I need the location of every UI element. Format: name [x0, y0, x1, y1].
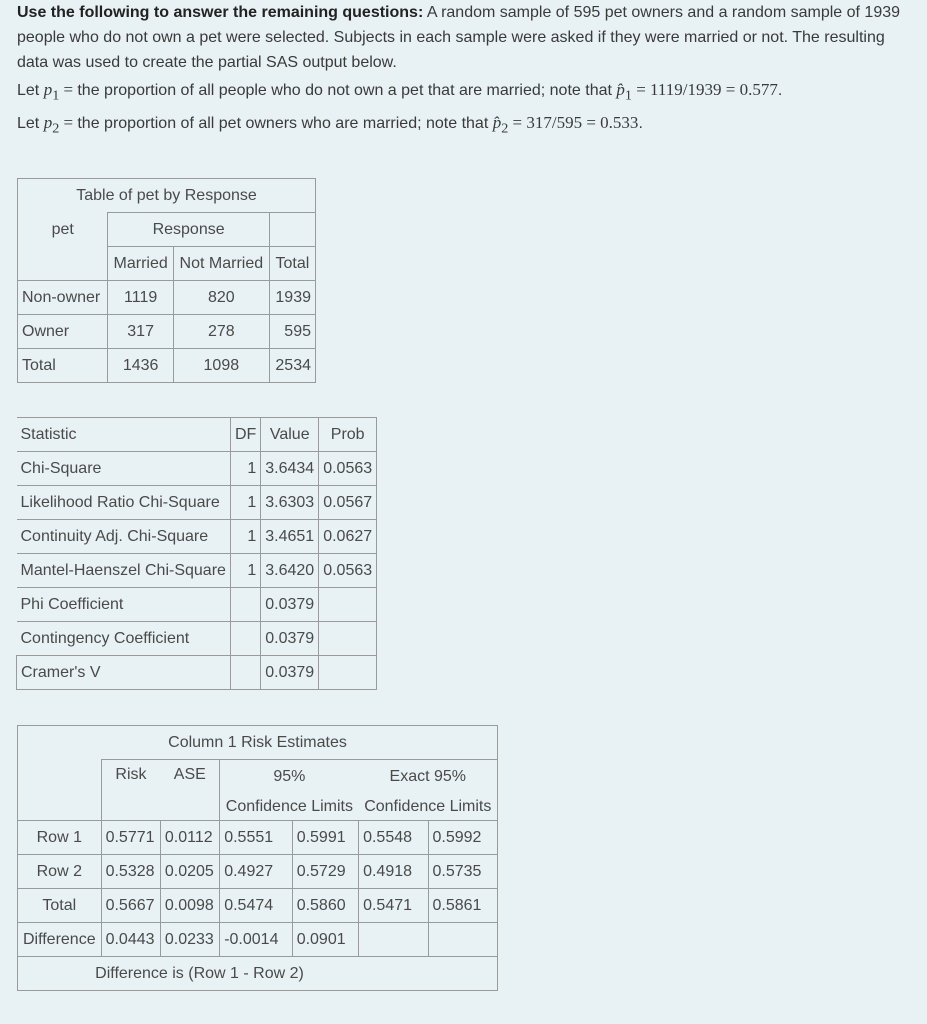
crosstab-row: Non-owner 1119 820 1939: [18, 281, 316, 315]
crosstab-title: Table of pet by Response: [18, 179, 316, 213]
stats-row: Cramer's V 0.0379: [17, 656, 377, 690]
p1-definition: Let $p_1$ = the proportion of all people who do not own a pet that are married; note that $p̂_1 = 1119/1939 = 0.577$.: [17, 80, 783, 104]
risk-estimates-table: [17, 725, 498, 991]
risk-footnote: Difference is (Row 1 - Row 2): [18, 957, 498, 991]
stats-row: Chi-Square 1 3.6434 0.0563: [17, 452, 377, 486]
stats-header-statistic: Statistic: [17, 418, 231, 452]
risk-row: Difference 0.0443 0.0233 -0.0014 0.0901: [18, 923, 498, 957]
risk-header-ci-top: 95%: [220, 760, 359, 794]
statistics-table: [16, 417, 377, 690]
risk-row: Row 1 0.5771 0.0112 0.5551 0.5991 0.5548 0.5992: [18, 821, 498, 855]
stats-header-prob: Prob: [319, 418, 377, 452]
stats-row: Contingency Coefficient 0.0379: [17, 622, 377, 656]
crosstab-table: [17, 178, 316, 383]
crosstab-col-header: Response: [108, 213, 269, 247]
risk-header-ci-bottom: Confidence Limits: [220, 793, 359, 821]
stats-row: Mantel-Haenszel Chi-Square 1 3.6420 0.0563: [17, 554, 377, 588]
stats-header-value: Value: [261, 418, 319, 452]
intro-bold: Use the following to answer the remaining questions:: [17, 4, 424, 21]
stats-row: Likelihood Ratio Chi-Square 1 3.6303 0.0567: [17, 486, 377, 520]
p2-definition: Let $p_2$ = the proportion of all pet owners who are married; note that $p̂_2 = 317/595 = 0.533$.: [17, 113, 643, 137]
col-not-married: Not Married: [173, 247, 269, 281]
intro-text: A random sample of 595 pet owners and a random sample of 1939 people who do not own a pet were selected. Subjects in each sample were asked if they were married or not. The resulting data was used to create the partial SAS output below.: [17, 4, 901, 71]
risk-title: Column 1 Risk Estimates: [18, 726, 498, 760]
question-intro: [17, 0, 917, 75]
risk-row: Total 0.5667 0.0098 0.5474 0.5860 0.5471 0.5861: [18, 889, 498, 923]
col-total: Total: [269, 247, 315, 281]
crosstab-row: Owner 317 278 595: [18, 315, 316, 349]
stats-row: Phi Coefficient 0.0379: [17, 588, 377, 622]
col-married: Married: [108, 247, 174, 281]
crosstab-row-header: pet: [18, 213, 108, 247]
risk-header-exact-top: Exact 95%: [359, 760, 498, 794]
crosstab-row: Total 1436 1098 2534: [18, 349, 316, 383]
risk-header-exact-bottom: Confidence Limits: [359, 793, 498, 821]
stats-header-df: DF: [230, 418, 260, 452]
risk-header-risk: Risk: [101, 760, 160, 821]
stats-row: Continuity Adj. Chi-Square 1 3.4651 0.0627: [17, 520, 377, 554]
risk-header-ase: ASE: [160, 760, 219, 821]
risk-row: Row 2 0.5328 0.0205 0.4927 0.5729 0.4918 0.5735: [18, 855, 498, 889]
